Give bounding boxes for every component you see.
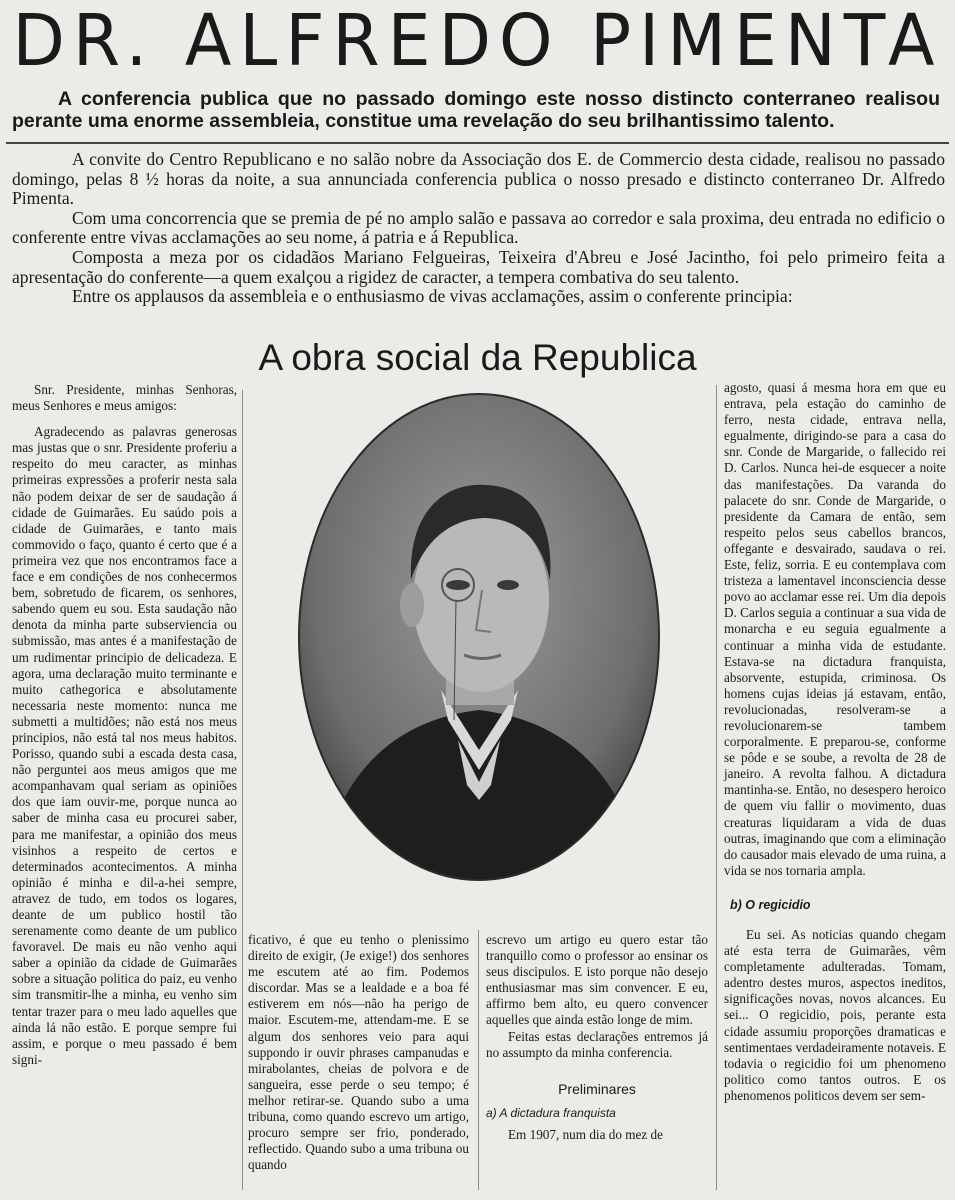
subsection-heading: a) A dictadura franquista <box>486 1105 616 1120</box>
column-1 <box>12 382 237 1068</box>
deck: A conferencia publica que no passado domingo este nosso distincto conterraneo realisou perante uma enorme assembleia, constitue uma revelação do seu brilhantissimo talento. <box>12 88 940 132</box>
paragraph: Feitas estas declarações entremos já no assumpto da minha conferencia. <box>486 1028 708 1060</box>
intro <box>12 150 945 307</box>
column-2 <box>248 932 469 1173</box>
column-rule <box>242 390 243 1190</box>
subsection-heading: b) O regicidio <box>730 897 811 912</box>
paragraph: escrevo um artigo eu quero estar tão tranquillo como o professor ao ensinar os seus discipulos. E isto porque não desejo enthusiasmar mas sim convencer. E eu, affirmo bem alto, eu quero convencer aquelles que ainda estão longe de mim. <box>486 932 708 1028</box>
portrait <box>296 390 662 884</box>
article-title: A obra social da Republica <box>258 337 697 378</box>
paragraph: Agradecendo as palavras generosas mas justas que o snr. Presidente proferiu a respeito do meu caracter, as minhas primeiras expressões a proferir nesta sala não podem deixar de ser de saudação á cidade de Guimarães. Eu saúdo pois a cidade de Guimarães, e tanto mais commovido o faço, quanto é certo que é a primeira vez que nos encontramos face a face e em condições de nos conhecermos bem, sobretudo de ficarem, os senhores, sabendo quem eu sou. Esta saudação não denota da minha parte subserviencia ou submissão, mas antes é a manifestação de um rudimentar principio de delicadeza. E agora, uma declaração muito terminante e muito cathegorica e absolutamente necessaria neste momento: nunca me submetti a multidões; não está nos meus principios, não está tal nos meus habitos. Porisso, quando subi a escada desta casa, não perguntei aos meus amigos que me acompanhavam qual seriam as opiniões dos que iam ouvir-me, porque nunca ao saber de minha casa eu procurei saber, para me manifestar, a opinião dos meus visinhos a respeito de certos e determinados acontecimentos. A minha opinião é minha e dil-a-hei sempre, atravez de tudo, em todos os logares, deante de um publico hostil tão serenamente como deante de um publico favoravel. De mais eu não venho aqui saber a opinião da cidade de Guimarães sobre a situação politica do paiz, eu venho sim transmitir-lhe a minha, eu venho sim tentar trazer para o meu lado aquelles que ainda lá não estão. E porque sempre fui assim, e porque o meu passado é bem signi- <box>12 424 237 1067</box>
column-rule <box>716 385 717 1190</box>
intro-paragraph: A convite do Centro Republicano e no salão nobre da Associação dos E. de Commercio desta cidade, realisou no passado domingo, pelas 8 ½ horas da noite, a sua annunciada conferencia publica o nosso presado e distincto conterraneo Dr. Alfredo Pimenta. <box>12 149 945 209</box>
salutation: Snr. Presidente, minhas Senhoras, meus Senhores e meus amigos: <box>12 382 237 414</box>
section-heading: Preliminares <box>558 1080 636 1097</box>
portrait-photo-icon <box>296 390 662 884</box>
column-rule <box>478 930 479 1190</box>
paragraph: Eu sei. As noticias quando chegam até esta terra de Guimarães, vêm completamente adulteradas. Tomam, adentro destes muros, aspectos ineditos, significações novas, novos alcances. Eu sei... O regicidio, pois, perante esta cidade assumiu proporções dramaticas e sentimentaes verdadeiramente notaveis. E todavia o regicidio foi um phenomeno politico como tantos outros. E os phenomenos politicos devem ser sem- <box>724 927 946 1103</box>
column-4 <box>724 380 946 1104</box>
divider <box>6 142 949 144</box>
intro-paragraph: Composta a meza por os cidadãos Mariano Felgueiras, Teixeira d'Abreu e José Jacintho, foi pelo primeiro feita a apresentação do conferente—a quem exalçou a rigidez de caracter, a tempera combativa do seu talento. <box>12 246 945 287</box>
column-3 <box>486 932 708 1143</box>
paragraph: Em 1907, num dia do mez de <box>508 1126 663 1142</box>
paragraph: ficativo, é que eu tenho o plenissimo direito de exigir, (Je exige!) dos senhores me escutem até ao fim. Podemos discordar. Mas se a lealdade e a boa fé estiverem em nós—não ha perigo de maior. Escutem-me, attendam-me. E se algum dos senhores veio para aqui suppondo ir ouvir phrases campanudas e mirabolantes, cheias de polvora e de sangueira, esse perde o seu tempo; é melhor retirar-se. Quando subo a uma tribuna, como quando escrevo um artigo, procuro sempre ser frio, ponderado, reflectido. Quando subo a uma tribuna ou quando <box>248 932 469 1173</box>
paragraph: agosto, quasi á mesma hora em que eu entrava, pela estação do caminho de ferro, nesta cidade, entrava nella, egualmente, dirigindo-se para a casa do snr. Conde de Margaride, o fallecido rei D. Carlos. Nunca hei-de esquecer a noite das manifestações. Da varanda do palacete do snr. Conde de Margaride, o presidente da Camara de então, sem respeito pelos seus cabellos brancos, offegante e desvairado, saudava o rei. Este, feliz, sorria. E eu contemplava com tristeza a lamentavel inconsciencia desse povo ao acclamar esse rei. Um dia depois D. Carlos seguia a continuar a sua vida de monarcha e eu seguia egualmente a continuar a minha vida de estudante. Estava-se na dictadura franquista, absorvente, estupida, criminosa. Os homens cujas ideias já estavam, então, revolucionadas, resolveram-se a revolucionarem-se tambem corporalmente. E preparou-se, conforme se pôde e se soube, a revolta de 28 de janeiro. A revolta falhou. A dictadura mantinha-se. Então, no desespero heroico de quem viu fallir o movimento, duas creaturas liquidaram a vida de duas outras, imaginando que com a eliminação do causador mais elevado de uma ruina, a vida se nos tornaria ampla. <box>724 380 946 878</box>
headline: DR. ALFREDO PIMENTA <box>12 0 943 83</box>
intro-paragraph: Entre os applausos da assembleia e o enthusiasmo de vivas acclamações, assim o conferente principia: <box>72 286 793 307</box>
intro-paragraph: Com uma concorrencia que se premia de pé no amplo salão e passava ao corredor e sala proxima, deu entrada no edificio o conferente entre vivas acclamações ao seu nome, á patria e á Republica. <box>12 207 945 248</box>
